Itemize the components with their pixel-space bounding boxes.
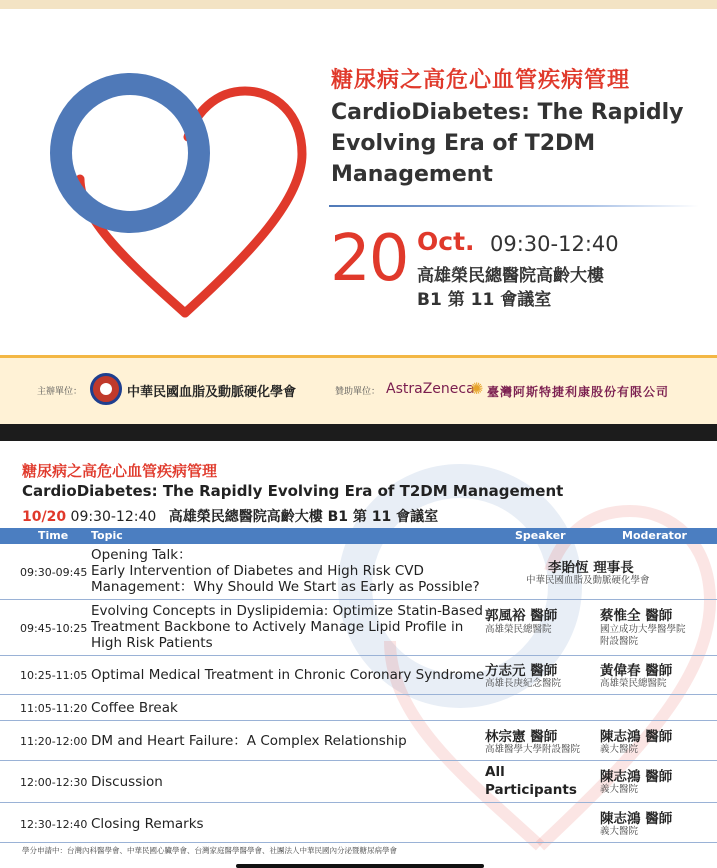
topic-line: Treatment Backbone to Actively Manage Lipid Profile in	[91, 619, 464, 635]
row-topic	[91, 547, 486, 595]
flyer-title-zh: 糖尿病之高危心血管疾病管理	[331, 68, 631, 93]
row-topic	[91, 774, 486, 790]
moderator-affiliation: 義大醫院	[600, 826, 639, 837]
moderator-affiliation: 國立成功大學醫學院	[600, 624, 686, 635]
moderator-name: 陳志鴻 醫師	[600, 729, 673, 745]
row-topic	[91, 816, 486, 832]
organizer-label: 主辦單位：	[37, 387, 83, 397]
speaker-affiliation: 高雄榮民總醫院	[485, 624, 552, 635]
organizer-name: 中華民國血脂及動脈硬化學會	[127, 385, 297, 400]
topic-line: DM and Heart Failure：A Complex Relationship	[91, 733, 407, 749]
credit-footnote: 學分申請中：台灣內科醫學會、中華民國心臟學會、台灣家庭醫學醫學會、社團法人中華民國內分泌暨糖尿病學會	[22, 846, 397, 855]
moderator-name: 蔡惟全 醫師	[600, 608, 673, 624]
row-time: 12:30-12:40	[20, 818, 88, 831]
header-topic: Topic	[91, 529, 123, 542]
speaker-name: All	[485, 764, 505, 780]
topic-line: Management：Why Should We Start as Early as Possible?	[91, 579, 480, 595]
agenda-table-header	[0, 528, 717, 544]
header-time: Time	[38, 529, 69, 542]
topic-line: Evolving Concepts in Dyslipidemia: Optimize Statin-Based	[91, 603, 483, 619]
agenda-row	[0, 695, 717, 721]
row-topic	[91, 667, 486, 683]
agenda-title-zh: 糖尿病之高危心血管疾病管理	[22, 462, 218, 480]
event-time: 09:30-12:40	[490, 232, 619, 256]
event-month: Oct.	[417, 227, 475, 256]
topic-line: High Risk Patients	[91, 635, 213, 651]
moderator-affiliation: 高雄榮民總醫院	[600, 678, 667, 689]
heart-logo-icon	[40, 69, 310, 319]
speaker-affiliation: 高雄長庚紀念醫院	[485, 678, 562, 689]
agenda-row	[0, 544, 717, 600]
speaker-affiliation: 高雄醫學大學附設醫院	[485, 744, 581, 755]
row-time: 10:25-11:05	[20, 669, 88, 682]
header-speaker: Speaker	[515, 529, 566, 542]
speaker-name: 林宗憲 醫師	[485, 729, 558, 745]
agenda-date-line	[22, 506, 438, 526]
sponsor-name-zh: 臺灣阿斯特捷利康股份有限公司	[487, 385, 670, 399]
topic-line: Early Intervention of Diabetes and High Risk CVD	[91, 563, 424, 579]
moderator-name: 陳志鴻 醫師	[600, 811, 673, 827]
topic-line: Optimal Medical Treatment in Chronic Coronary Syndrome	[91, 667, 485, 683]
header-moderator: Moderator	[622, 529, 687, 542]
agenda-row	[0, 803, 717, 843]
moderator-affiliation: 附設醫院	[600, 636, 639, 647]
flyer-title-en: CardioDiabetes: The Rapidly Evolving Era of T2DM Management	[331, 100, 684, 187]
flyer-divider	[329, 205, 699, 207]
event-venue-line2: B1 第 11 會議室	[417, 290, 552, 310]
agenda-row	[0, 600, 717, 656]
agenda-venue: 高雄榮民總醫院高齡大樓 B1 第 11 會議室	[168, 509, 439, 525]
topic-line: Closing Remarks	[91, 816, 204, 832]
event-day: 20	[330, 222, 408, 296]
topic-line: Discussion	[91, 774, 163, 790]
agenda-date: 10/20	[22, 509, 67, 525]
society-emblem-icon	[90, 373, 122, 405]
sponsor-brand: AstraZeneca	[386, 381, 475, 397]
speaker-name: Participants	[485, 782, 577, 798]
row-topic	[91, 733, 486, 749]
row-topic	[91, 603, 486, 651]
speaker-name: 郭風裕 醫師	[485, 608, 558, 624]
agenda-time: 09:30-12:40	[70, 509, 157, 525]
agenda-row	[0, 721, 717, 761]
moderator-affiliation: 義大醫院	[600, 744, 639, 755]
agenda	[0, 441, 717, 868]
top-strip	[0, 0, 717, 9]
row-time: 11:20-12:00	[20, 735, 88, 748]
row-topic	[91, 700, 486, 716]
topic-line: Coffee Break	[91, 700, 178, 716]
row-time: 09:45-10:25	[20, 622, 88, 635]
event-flyer	[0, 9, 717, 355]
topic-line: Opening Talk：	[91, 547, 192, 563]
moderator-name: 黃偉春 醫師	[600, 663, 673, 679]
astrazeneca-logo-icon: ✺	[470, 379, 484, 398]
row-time: 09:30-09:45	[20, 566, 88, 579]
row-time: 11:05-11:20	[20, 702, 88, 715]
moderator-name: 陳志鴻 醫師	[600, 769, 673, 785]
agenda-title-en: CardioDiabetes: The Rapidly Evolving Era of T2DM Management	[22, 482, 564, 500]
sponsor-band	[0, 355, 717, 424]
moderator-affiliation: 義大醫院	[600, 784, 639, 795]
sponsor-label: 贊助單位：	[335, 387, 381, 397]
row-time: 12:00-12:30	[20, 776, 88, 789]
speaker-name: 李貽恆 理事長	[548, 560, 634, 576]
agenda-row	[0, 656, 717, 695]
home-indicator	[236, 864, 484, 868]
event-venue-line1: 高雄榮民總醫院高齡大樓	[417, 266, 604, 286]
agenda-row	[0, 761, 717, 803]
speaker-name: 方志元 醫師	[485, 663, 558, 679]
section-separator	[0, 424, 717, 441]
speaker-affiliation: 中華民國血脂及動脈硬化學會	[526, 575, 650, 586]
